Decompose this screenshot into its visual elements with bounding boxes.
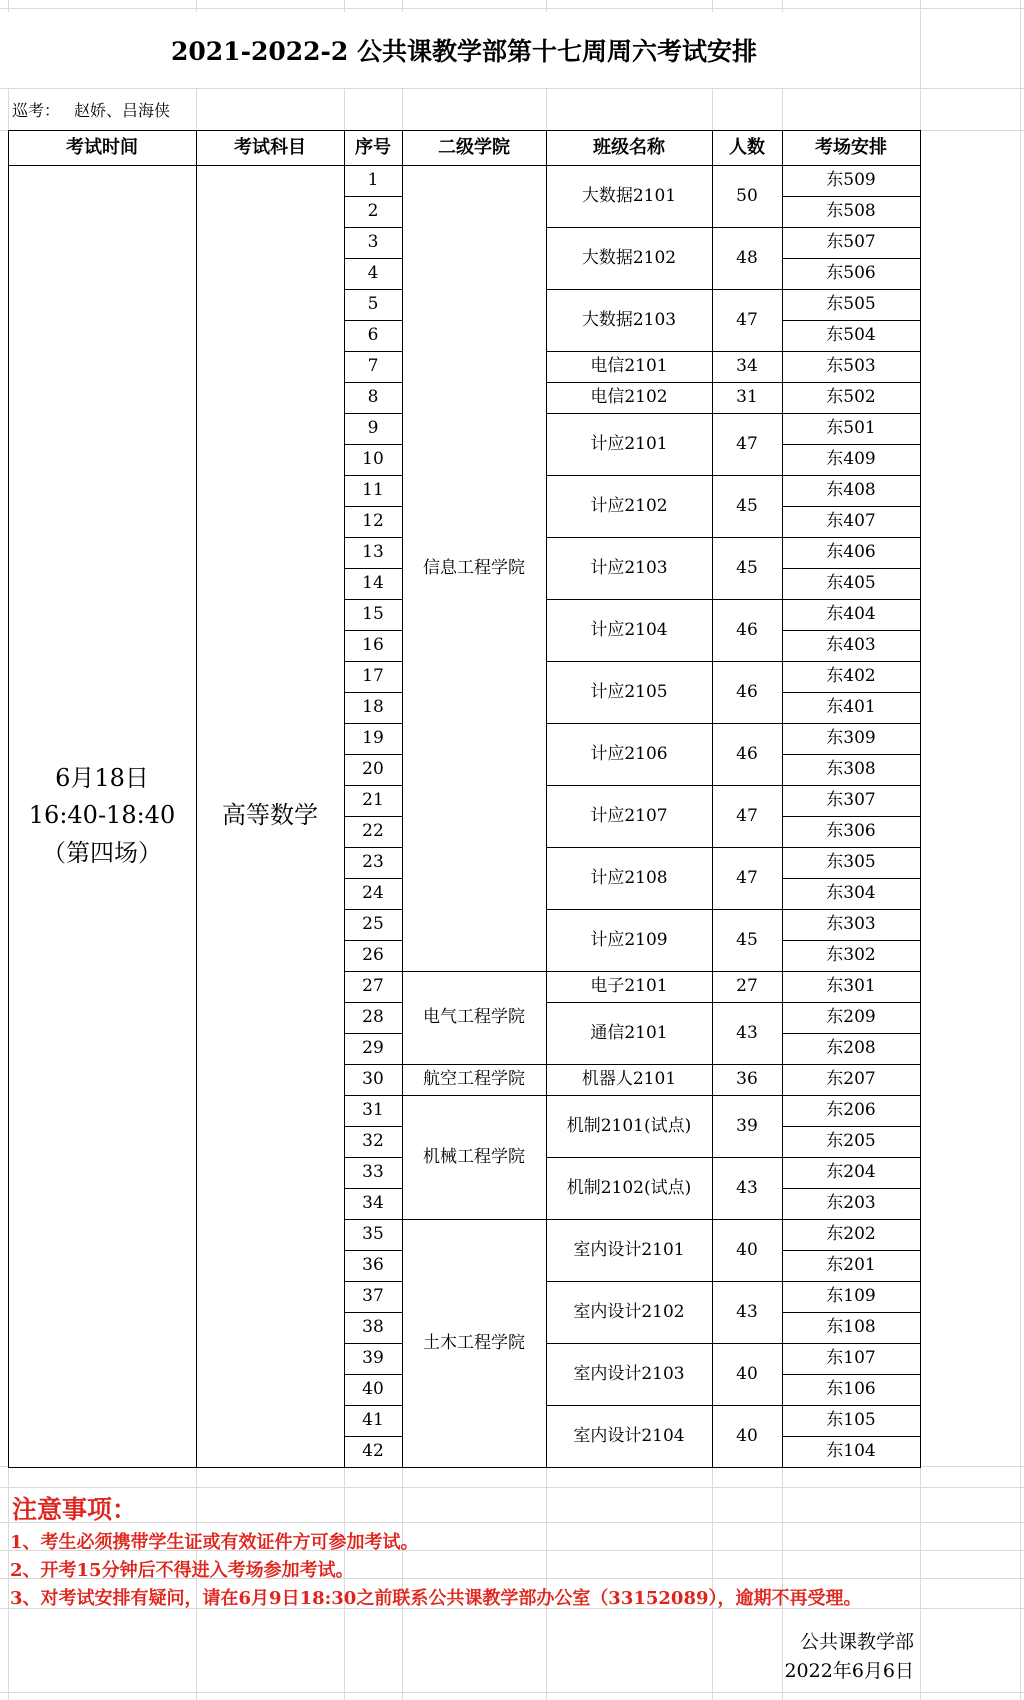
cell-border bbox=[546, 661, 783, 662]
cell-border bbox=[344, 130, 345, 1468]
seq-cell: 31 bbox=[344, 1095, 402, 1126]
class-cell: 计应2106 bbox=[546, 723, 712, 785]
cell-border bbox=[344, 847, 403, 848]
cell-border bbox=[402, 1064, 547, 1065]
cell-border bbox=[782, 1188, 921, 1189]
seq-cell: 37 bbox=[344, 1281, 402, 1312]
exam-time: 16:40-18:40 bbox=[28, 801, 176, 830]
seq-cell: 2 bbox=[344, 196, 402, 227]
cell-border bbox=[344, 878, 403, 879]
room-cell: 东502 bbox=[782, 382, 920, 413]
room-cell: 东207 bbox=[782, 1064, 920, 1095]
gridline bbox=[0, 88, 1024, 89]
cell-border bbox=[8, 130, 921, 131]
cell-border bbox=[782, 816, 921, 817]
cell-border bbox=[782, 1002, 921, 1003]
seq-cell: 29 bbox=[344, 1033, 402, 1064]
gridline bbox=[0, 1692, 1024, 1693]
cell-border bbox=[344, 1405, 403, 1406]
room-cell: 东403 bbox=[782, 630, 920, 661]
header-subject: 考试科目 bbox=[196, 130, 344, 165]
seq-cell: 40 bbox=[344, 1374, 402, 1405]
cell-border bbox=[8, 165, 921, 166]
cell-border bbox=[344, 1219, 403, 1220]
cell-border bbox=[546, 130, 547, 1468]
count-cell: 46 bbox=[712, 599, 782, 661]
room-cell: 东109 bbox=[782, 1281, 920, 1312]
count-cell: 43 bbox=[712, 1002, 782, 1064]
class-cell: 机制2101(试点) bbox=[546, 1095, 712, 1157]
seq-cell: 3 bbox=[344, 227, 402, 258]
cell-border bbox=[782, 1064, 921, 1065]
cell-border bbox=[344, 537, 403, 538]
class-cell: 机器人2101 bbox=[546, 1064, 712, 1095]
room-cell: 东209 bbox=[782, 1002, 920, 1033]
cell-border bbox=[344, 909, 403, 910]
count-cell: 43 bbox=[712, 1157, 782, 1219]
room-cell: 东401 bbox=[782, 692, 920, 723]
cell-border bbox=[546, 847, 783, 848]
seq-cell: 19 bbox=[344, 723, 402, 754]
cell-border bbox=[546, 289, 783, 290]
header-college: 二级学院 bbox=[402, 130, 546, 165]
cell-border bbox=[546, 971, 783, 972]
cell-border bbox=[344, 258, 403, 259]
cell-border bbox=[782, 413, 921, 414]
header-class: 班级名称 bbox=[546, 130, 712, 165]
cell-border bbox=[344, 1095, 403, 1096]
note-item-1: 1、考生必须携带学生证或有效证件方可参加考试。 bbox=[10, 1532, 419, 1553]
room-cell: 东108 bbox=[782, 1312, 920, 1343]
room-cell: 东503 bbox=[782, 351, 920, 382]
class-cell: 通信2101 bbox=[546, 1002, 712, 1064]
seq-cell: 6 bbox=[344, 320, 402, 351]
gridline bbox=[0, 1487, 1024, 1488]
class-cell: 计应2109 bbox=[546, 909, 712, 971]
seq-cell: 36 bbox=[344, 1250, 402, 1281]
cell-border bbox=[546, 785, 783, 786]
room-cell: 东203 bbox=[782, 1188, 920, 1219]
patrol-names: 赵娇、吕海侠 bbox=[74, 100, 171, 120]
seq-cell: 17 bbox=[344, 661, 402, 692]
count-cell: 45 bbox=[712, 537, 782, 599]
count-cell: 47 bbox=[712, 413, 782, 475]
room-cell: 东309 bbox=[782, 723, 920, 754]
cell-border bbox=[344, 723, 403, 724]
room-cell: 东105 bbox=[782, 1405, 920, 1436]
cell-border bbox=[546, 1343, 783, 1344]
cell-border bbox=[782, 754, 921, 755]
seq-cell: 11 bbox=[344, 475, 402, 506]
exam-session: （第四场） bbox=[42, 838, 162, 867]
cell-border bbox=[920, 130, 921, 1468]
note-item-2: 2、开考15分钟后不得进入考场参加考试。 bbox=[10, 1560, 354, 1581]
seq-cell: 22 bbox=[344, 816, 402, 847]
seq-cell: 30 bbox=[344, 1064, 402, 1095]
room-cell: 东408 bbox=[782, 475, 920, 506]
cell-border bbox=[344, 1188, 403, 1189]
cell-border bbox=[782, 1033, 921, 1034]
cell-border bbox=[546, 537, 783, 538]
count-cell: 46 bbox=[712, 723, 782, 785]
room-cell: 东508 bbox=[782, 196, 920, 227]
room-cell: 东304 bbox=[782, 878, 920, 909]
seq-cell: 5 bbox=[344, 289, 402, 320]
cell-border bbox=[344, 1436, 403, 1437]
cell-border bbox=[344, 692, 403, 693]
room-cell: 东208 bbox=[782, 1033, 920, 1064]
cell-border bbox=[344, 1250, 403, 1251]
seq-cell: 14 bbox=[344, 568, 402, 599]
room-cell: 东202 bbox=[782, 1219, 920, 1250]
seq-cell: 13 bbox=[344, 537, 402, 568]
room-cell: 东506 bbox=[782, 258, 920, 289]
class-cell: 电信2102 bbox=[546, 382, 712, 413]
cell-border bbox=[546, 1095, 783, 1096]
cell-border bbox=[344, 568, 403, 569]
seq-cell: 28 bbox=[344, 1002, 402, 1033]
count-cell: 50 bbox=[712, 165, 782, 227]
class-cell: 大数据2102 bbox=[546, 227, 712, 289]
cell-border bbox=[344, 1281, 403, 1282]
exam-time-cell bbox=[8, 165, 196, 1467]
cell-border bbox=[344, 661, 403, 662]
count-cell: 47 bbox=[712, 289, 782, 351]
cell-border bbox=[344, 1312, 403, 1313]
cell-border bbox=[344, 444, 403, 445]
class-cell: 计应2105 bbox=[546, 661, 712, 723]
room-cell: 东104 bbox=[782, 1436, 920, 1467]
count-cell: 40 bbox=[712, 1219, 782, 1281]
count-cell: 43 bbox=[712, 1281, 782, 1343]
seq-cell: 39 bbox=[344, 1343, 402, 1374]
cell-border bbox=[782, 971, 921, 972]
room-cell: 东406 bbox=[782, 537, 920, 568]
class-cell: 计应2102 bbox=[546, 475, 712, 537]
cell-border bbox=[782, 1126, 921, 1127]
seq-cell: 21 bbox=[344, 785, 402, 816]
cell-border bbox=[546, 723, 783, 724]
cell-border bbox=[712, 130, 713, 1468]
cell-border bbox=[344, 630, 403, 631]
cell-border bbox=[344, 382, 403, 383]
cell-border bbox=[546, 1281, 783, 1282]
cell-border bbox=[782, 196, 921, 197]
patrol-label: 巡考： bbox=[12, 100, 61, 120]
cell-border bbox=[782, 351, 921, 352]
seq-cell: 42 bbox=[344, 1436, 402, 1467]
seq-cell: 27 bbox=[344, 971, 402, 1002]
seq-cell: 16 bbox=[344, 630, 402, 661]
count-cell: 27 bbox=[712, 971, 782, 1002]
class-cell: 室内设计2104 bbox=[546, 1405, 712, 1467]
class-cell: 计应2107 bbox=[546, 785, 712, 847]
seq-cell: 35 bbox=[344, 1219, 402, 1250]
cell-border bbox=[782, 1436, 921, 1437]
exam-date: 6月18日 bbox=[55, 764, 149, 793]
seq-cell: 20 bbox=[344, 754, 402, 785]
cell-border bbox=[546, 227, 783, 228]
room-cell: 东404 bbox=[782, 599, 920, 630]
cell-border bbox=[546, 1064, 783, 1065]
cell-border bbox=[546, 413, 783, 414]
cell-border bbox=[546, 1157, 783, 1158]
count-cell: 31 bbox=[712, 382, 782, 413]
cell-border bbox=[402, 971, 547, 972]
cell-border bbox=[782, 568, 921, 569]
class-cell: 计应2104 bbox=[546, 599, 712, 661]
cell-border bbox=[782, 258, 921, 259]
room-cell: 东303 bbox=[782, 909, 920, 940]
seq-cell: 24 bbox=[344, 878, 402, 909]
count-cell: 40 bbox=[712, 1405, 782, 1467]
cell-border bbox=[782, 661, 921, 662]
header-seq: 序号 bbox=[344, 130, 402, 165]
gridline bbox=[0, 1522, 1024, 1523]
class-cell: 室内设计2102 bbox=[546, 1281, 712, 1343]
class-cell: 计应2108 bbox=[546, 847, 712, 909]
cell-border bbox=[344, 413, 403, 414]
cell-border bbox=[344, 1343, 403, 1344]
cell-border bbox=[344, 816, 403, 817]
class-cell: 大数据2103 bbox=[546, 289, 712, 351]
cell-border bbox=[782, 723, 921, 724]
signature-date: 2022年6月6日 bbox=[784, 1660, 914, 1682]
room-cell: 东306 bbox=[782, 816, 920, 847]
room-cell: 东501 bbox=[782, 413, 920, 444]
college-cell: 机械工程学院 bbox=[402, 1095, 546, 1219]
room-cell: 东409 bbox=[782, 444, 920, 475]
college-cell: 信息工程学院 bbox=[402, 165, 546, 971]
cell-border bbox=[782, 599, 921, 600]
cell-border bbox=[546, 475, 783, 476]
seq-cell: 38 bbox=[344, 1312, 402, 1343]
seq-cell: 7 bbox=[344, 351, 402, 382]
cell-border bbox=[344, 940, 403, 941]
count-cell: 40 bbox=[712, 1343, 782, 1405]
seq-cell: 8 bbox=[344, 382, 402, 413]
cell-border bbox=[546, 909, 783, 910]
room-cell: 东405 bbox=[782, 568, 920, 599]
page-title: 2021-2022-2 公共课教学部第十七周周六考试安排 bbox=[8, 12, 920, 88]
cell-border bbox=[782, 1250, 921, 1251]
gridline bbox=[1020, 0, 1021, 1700]
cell-border bbox=[782, 909, 921, 910]
room-cell: 东307 bbox=[782, 785, 920, 816]
count-cell: 45 bbox=[712, 909, 782, 971]
header-count: 人数 bbox=[712, 130, 782, 165]
cell-border bbox=[402, 130, 403, 1468]
notes-title: 注意事项： bbox=[12, 1495, 138, 1524]
cell-border bbox=[546, 351, 783, 352]
cell-border bbox=[546, 1002, 783, 1003]
college-cell: 电气工程学院 bbox=[402, 971, 546, 1064]
class-cell: 电子2101 bbox=[546, 971, 712, 1002]
cell-border bbox=[344, 754, 403, 755]
room-cell: 东308 bbox=[782, 754, 920, 785]
cell-border bbox=[546, 599, 783, 600]
class-cell: 计应2103 bbox=[546, 537, 712, 599]
cell-border bbox=[344, 227, 403, 228]
cell-border bbox=[782, 1219, 921, 1220]
seq-cell: 33 bbox=[344, 1157, 402, 1188]
cell-border bbox=[782, 289, 921, 290]
header-exam-time: 考试时间 bbox=[8, 130, 196, 165]
cell-border bbox=[782, 537, 921, 538]
count-cell: 47 bbox=[712, 847, 782, 909]
room-cell: 东206 bbox=[782, 1095, 920, 1126]
cell-border bbox=[782, 847, 921, 848]
cell-border bbox=[782, 1343, 921, 1344]
college-cell: 航空工程学院 bbox=[402, 1064, 546, 1095]
seq-cell: 32 bbox=[344, 1126, 402, 1157]
cell-border bbox=[546, 1405, 783, 1406]
cell-border bbox=[782, 475, 921, 476]
cell-border bbox=[344, 1033, 403, 1034]
class-cell: 机制2102(试点) bbox=[546, 1157, 712, 1219]
seq-cell: 25 bbox=[344, 909, 402, 940]
count-cell: 47 bbox=[712, 785, 782, 847]
cell-border bbox=[782, 1312, 921, 1313]
room-cell: 东407 bbox=[782, 506, 920, 537]
count-cell: 36 bbox=[712, 1064, 782, 1095]
cell-border bbox=[8, 130, 9, 1468]
cell-border bbox=[344, 1374, 403, 1375]
cell-border bbox=[344, 1157, 403, 1158]
cell-border bbox=[782, 940, 921, 941]
cell-border bbox=[782, 227, 921, 228]
cell-border bbox=[782, 1281, 921, 1282]
cell-border bbox=[402, 1219, 547, 1220]
cell-border bbox=[782, 785, 921, 786]
seq-cell: 26 bbox=[344, 940, 402, 971]
room-cell: 东107 bbox=[782, 1343, 920, 1374]
class-cell: 计应2101 bbox=[546, 413, 712, 475]
count-cell: 48 bbox=[712, 227, 782, 289]
seq-cell: 12 bbox=[344, 506, 402, 537]
cell-border bbox=[344, 506, 403, 507]
college-cell: 土木工程学院 bbox=[402, 1219, 546, 1467]
seq-cell: 10 bbox=[344, 444, 402, 475]
cell-border bbox=[344, 320, 403, 321]
cell-border bbox=[782, 1405, 921, 1406]
cell-border bbox=[782, 320, 921, 321]
cell-border bbox=[782, 692, 921, 693]
cell-border bbox=[8, 1467, 921, 1468]
cell-border bbox=[196, 130, 197, 1468]
cell-border bbox=[782, 382, 921, 383]
cell-border bbox=[344, 1002, 403, 1003]
cell-border bbox=[344, 196, 403, 197]
room-cell: 东205 bbox=[782, 1126, 920, 1157]
seq-cell: 4 bbox=[344, 258, 402, 289]
seq-cell: 18 bbox=[344, 692, 402, 723]
class-cell: 室内设计2101 bbox=[546, 1219, 712, 1281]
cell-border bbox=[782, 1157, 921, 1158]
seq-cell: 15 bbox=[344, 599, 402, 630]
room-cell: 东509 bbox=[782, 165, 920, 196]
cell-border bbox=[344, 351, 403, 352]
cell-border bbox=[782, 1095, 921, 1096]
class-cell: 室内设计2103 bbox=[546, 1343, 712, 1405]
seq-cell: 1 bbox=[344, 165, 402, 196]
cell-border bbox=[546, 1219, 783, 1220]
cell-border bbox=[782, 878, 921, 879]
room-cell: 东204 bbox=[782, 1157, 920, 1188]
count-cell: 39 bbox=[712, 1095, 782, 1157]
gridline bbox=[0, 8, 1024, 9]
cell-border bbox=[782, 1374, 921, 1375]
room-cell: 东201 bbox=[782, 1250, 920, 1281]
room-cell: 东504 bbox=[782, 320, 920, 351]
class-cell: 电信2101 bbox=[546, 351, 712, 382]
count-cell: 34 bbox=[712, 351, 782, 382]
cell-border bbox=[344, 475, 403, 476]
cell-border bbox=[344, 599, 403, 600]
room-cell: 东301 bbox=[782, 971, 920, 1002]
cell-border bbox=[782, 130, 783, 1468]
seq-cell: 41 bbox=[344, 1405, 402, 1436]
room-cell: 东402 bbox=[782, 661, 920, 692]
cell-border bbox=[344, 1064, 403, 1065]
cell-border bbox=[344, 971, 403, 972]
seq-cell: 9 bbox=[344, 413, 402, 444]
class-cell: 大数据2101 bbox=[546, 165, 712, 227]
cell-border bbox=[546, 382, 783, 383]
room-cell: 东505 bbox=[782, 289, 920, 320]
patrol-line bbox=[12, 94, 184, 124]
cell-border bbox=[782, 506, 921, 507]
room-cell: 东507 bbox=[782, 227, 920, 258]
room-cell: 东305 bbox=[782, 847, 920, 878]
cell-border bbox=[782, 630, 921, 631]
count-cell: 45 bbox=[712, 475, 782, 537]
seq-cell: 23 bbox=[344, 847, 402, 878]
signature-dept: 公共课教学部 bbox=[799, 1631, 914, 1653]
cell-border bbox=[782, 444, 921, 445]
count-cell: 46 bbox=[712, 661, 782, 723]
seq-cell: 34 bbox=[344, 1188, 402, 1219]
note-item-3: 3、对考试安排有疑问，请在6月9日18:30之前联系公共课教学部办公室（33152089），逾期不再受理。 bbox=[10, 1588, 862, 1609]
header-room: 考场安排 bbox=[782, 130, 920, 165]
exam-subject-cell: 高等数学 bbox=[196, 165, 344, 1467]
cell-border bbox=[344, 1126, 403, 1127]
room-cell: 东106 bbox=[782, 1374, 920, 1405]
cell-border bbox=[402, 1095, 547, 1096]
room-cell: 东302 bbox=[782, 940, 920, 971]
cell-border bbox=[344, 785, 403, 786]
cell-border bbox=[344, 289, 403, 290]
